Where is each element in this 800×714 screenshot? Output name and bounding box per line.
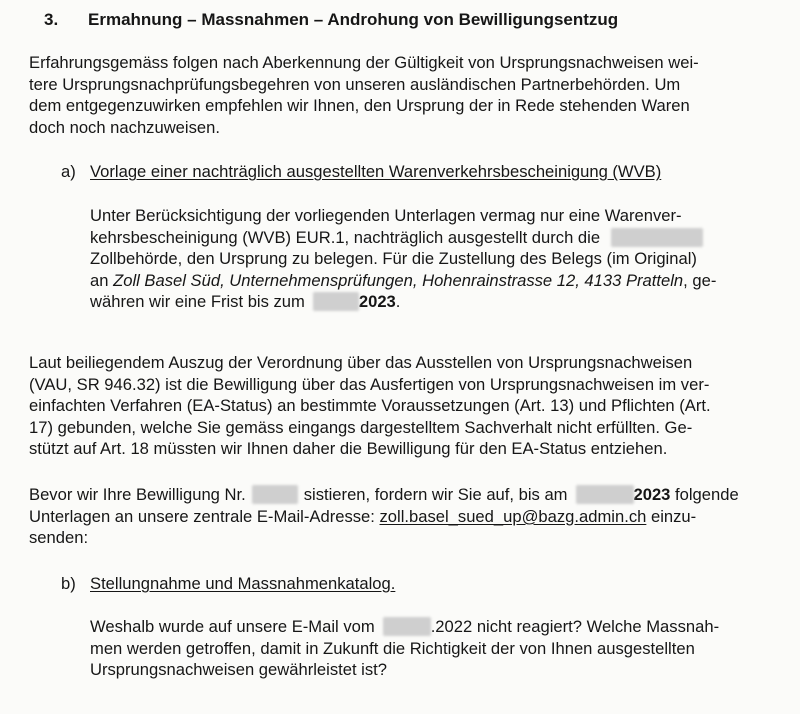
request-prefix: Bevor wir Ihre Bewilligung Nr.: [29, 485, 246, 504]
item-b-line: men werden getroffen, damit in Zukunft die Richtigkeit der von Ihnen ausgestellten: [90, 638, 695, 658]
request-suffix: folgende: [670, 485, 739, 504]
address-italic: Zoll Basel Süd, Unternehmensprüfungen, Hohenrainstrasse 12, 4133 Pratteln: [113, 270, 684, 290]
intro-line: dem entgegenzuwirken empfehlen wir Ihnen, den Ursprung der in Rede stehenden Waren: [29, 96, 690, 115]
line4-prefix: an: [90, 270, 114, 290]
vau-line: (VAU, SR 946.32) ist die Bewilligung über das Ausfertigen von Ursprungsnachweisen im ver-: [29, 374, 710, 394]
section-number: 3.: [44, 10, 59, 29]
vau-paragraph: [29, 352, 711, 460]
deadline-suffix: .: [395, 292, 401, 311]
intro-line: tere Ursprungsnachprüfungsbegehren von unseren ausländischen Partnerbehörden. Um: [29, 74, 681, 94]
section-heading: [44, 9, 58, 31]
intro-line: doch noch nachzuweisen.: [29, 117, 220, 137]
email-suffix: einzu-: [646, 506, 697, 526]
item-b-line: [90, 616, 719, 638]
section-title: Ermahnung – Massnahmen – Androhung von Bewilligungsentzug: [88, 10, 619, 29]
item-a-line: [90, 270, 716, 292]
item-a-title: Vorlage einer nachträglich ausgestellten Warenverkehrsbescheinigung (WVB): [90, 162, 662, 181]
vau-line: einfachten Verfahren (EA-Status) an bestimmte Voraussetzungen (Art. 13) und Pflichten (Art.: [29, 396, 711, 415]
redacted-request-date: [576, 485, 634, 504]
item-a-line: Zollbehörde, den Ursprung zu belegen. Für die Zustellung des Belegs (im Original): [90, 249, 697, 268]
redacted-permit-number: [252, 485, 298, 504]
request-mid: sistieren, fordern wir Sie auf, bis am: [303, 485, 568, 504]
item-a-line: Unter Berücksichtigung der vorliegenden Unterlagen vermag nur eine Warenver-: [90, 206, 682, 225]
request-year: 2023: [633, 485, 671, 504]
request-paragraph: [29, 484, 739, 549]
request-line: [29, 506, 739, 528]
item-b-line: Ursprungsnachweisen gewährleistet ist?: [90, 660, 387, 679]
redacted-issuer: [611, 228, 703, 247]
item-b-title: Stellungnahme und Massnahmenkatalog.: [90, 574, 396, 593]
item-a-line: [90, 227, 716, 249]
intro-paragraph: [29, 52, 699, 138]
item-a-line2-text: kehrsbescheinigung (WVB) EUR.1, nachträglich ausgestellt durch die: [90, 227, 601, 247]
item-b-prefix: Weshalb wurde auf unsere E-Mail vom: [90, 617, 375, 636]
item-b-date-suffix: .2022: [430, 617, 473, 636]
vau-line: Laut beiliegendem Auszug der Verordnung über das Ausstellen von Ursprungsnachweisen: [29, 353, 693, 372]
line4-suffix: , ge-: [683, 270, 717, 290]
redacted-email-date: [383, 617, 431, 636]
item-a-marker: a): [61, 162, 76, 181]
email-prefix: Unterlagen an unsere zentrale E-Mail-Adresse:: [29, 506, 380, 526]
item-a-line: [90, 291, 716, 313]
vau-line: 17) gebunden, welche Sie gemäss eingangs dargestelltem Sachverhalt nicht erfüllten. Ge-: [29, 417, 693, 437]
item-b-marker: b): [61, 574, 76, 593]
email-link[interactable]: zoll.basel_sued_up@bazg.admin.ch: [379, 506, 647, 526]
redacted-date: [313, 292, 359, 311]
vau-line: stützt auf Art. 18 müssten wir Ihnen daher die Bewilligung für den EA-Status entziehen.: [29, 439, 668, 458]
item-b-rest: nicht reagiert? Welche Massnah-: [472, 617, 720, 636]
request-line: [29, 484, 739, 506]
item-b-paragraph: [90, 616, 719, 681]
item-a-paragraph: [90, 205, 716, 313]
request-line: senden:: [29, 528, 89, 547]
deadline-year: 2023: [358, 292, 396, 311]
deadline-prefix: währen wir eine Frist bis zum: [90, 292, 305, 311]
intro-line: Erfahrungsgemäss folgen nach Aberkennung der Gültigkeit von Ursprungsnachweisen wei-: [29, 53, 699, 72]
